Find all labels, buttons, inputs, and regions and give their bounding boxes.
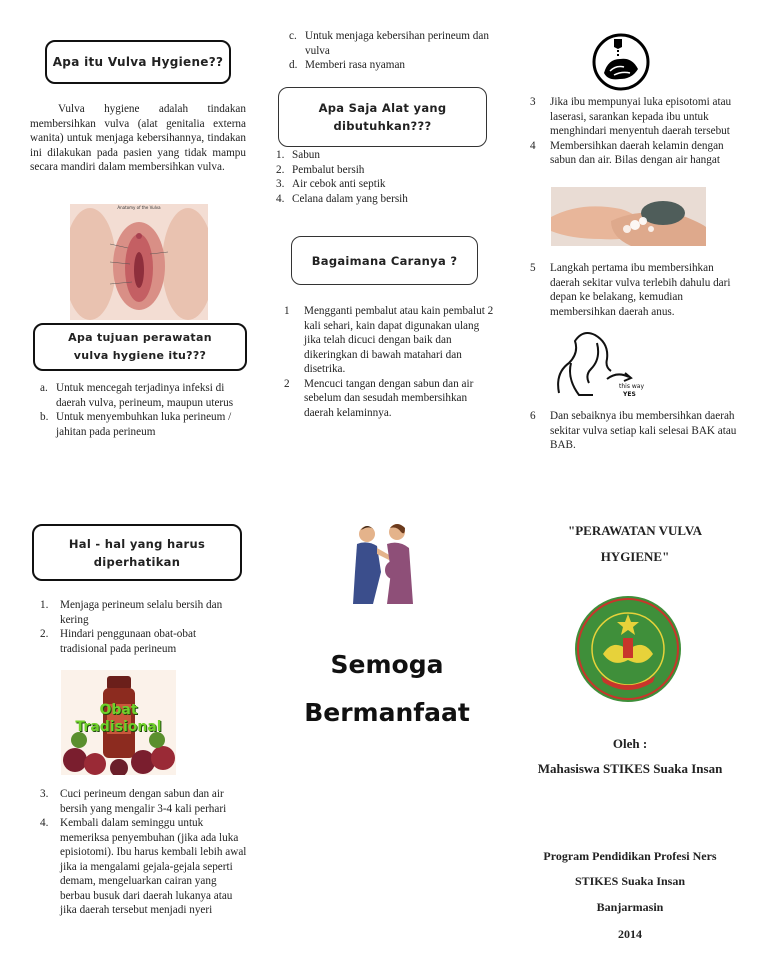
toilet-label-yes: YES [623, 391, 636, 398]
closing-line-1: Semoga [330, 650, 444, 679]
list-item: 1. Menjaga perineum selalu bersih dan kering [40, 599, 223, 626]
list-item: 2. Hindari penggunaan obat-obat tradisional pada perineum [40, 628, 197, 655]
attention-heading: Hal - hal yang harus diperhatikan [68, 536, 206, 569]
goals-list [40, 381, 246, 439]
year: 2014 [618, 927, 642, 941]
what-is-heading: Apa itu Vulva Hygiene?? [52, 55, 224, 69]
list-item: 1 Mengganti pembalut atau kain pembalut 2 kali sehari, kain dapat digunakan ulang jika telah dicuci dengan baik dan dikeringkan di bawah matahari dan disetrika. [284, 305, 494, 375]
goal-heading-box [33, 323, 247, 371]
list-item: c. Untuk menjaga kebersihan perineum dan vulva [289, 30, 489, 57]
tools-heading-box [278, 87, 487, 147]
list-item: 1. Sabun [276, 149, 320, 161]
tools-list [276, 148, 488, 206]
list-item: 5 Langkah pertama ibu membersihkan daerah sekitar vulva terlebih dahulu dari depan ke belakang, kemudian membersihkan daerah anus. [530, 262, 731, 318]
list-item: a. Untuk mencegah terjadinya infeksi di daerah vulva, perineum, maupun uterus [40, 382, 234, 409]
step-6 [530, 409, 740, 453]
city: Banjarmasin [596, 900, 664, 914]
by-label: Oleh : [612, 736, 648, 751]
goals-list-continued [289, 29, 501, 73]
mother-nurse-illustration [347, 520, 419, 606]
list-item: 4 Membersihkan daerah kelamin dengan sabun dan air. Bilas dengan air hangat [530, 139, 724, 166]
closing-line-2: Bermanfaat [304, 698, 470, 727]
attention-heading-box [32, 524, 242, 581]
hands-soap-image [551, 187, 706, 246]
handwashing-icon [592, 33, 650, 91]
list-item: 3. Cuci perineum dengan sabun dan air bersih yang mengalir 3-4 kali perhari [40, 788, 227, 815]
list-item: 3 Jika ibu mempunyai luka episotomi atau laserasi, sarankan kepada ibu untuk menghindari menyentuh daerah tersebut [530, 96, 732, 137]
wiping-direction-illustration [549, 323, 649, 401]
list-item: 2. Pembalut bersih [276, 163, 365, 176]
steps-list-b [530, 95, 740, 168]
tools-heading: Apa Saja Alat yang dibutuhkan??? [318, 101, 447, 133]
list-item: 2 Mencuci tangan dengan sabun dan air sebelum dan sesudah membersihkan daerah kelaminnya. [284, 377, 474, 419]
list-item: 6 Dan sebaiknya ibu membersihkan daerah sekitar vulva setiap kali selesai BAK atau BAB. [530, 410, 737, 451]
program: Program Pendidikan Profesi Ners [543, 849, 717, 863]
anatomy-caption: Anatomy of the Vulva [117, 205, 161, 210]
goal-heading: Apa tujuan perawatan vulva hygiene itu??? [68, 331, 212, 362]
institution: STIKES Suaka Insan [574, 874, 686, 888]
step-5 [530, 261, 740, 319]
what-is-heading-box [45, 40, 231, 84]
list-item: 4. Kembali dalam seminggu untuk memeriksa penyembuhan (jika ada luka episiotomi). Ibu harus kembali lebih awal jika ia mengalami gejala-gejala seperti demam, mengeluarkan cairan yang berbau busuk dari daerah lukanya atau jika daerah tersebut menjadi nyeri [40, 817, 247, 916]
intro-paragraph: Vulva hygiene adalah tindakan membersihkan vulva (alat genitalia externa wanita) untuk menjaga kebersihannya, tindakan ini dilakukan pada pasien yang tidak mampu secara mandiri dalam membersihkan vulva. [30, 103, 246, 173]
author: Mahasiswa STIKES Suaka Insan [537, 761, 723, 776]
how-heading-box [291, 236, 478, 285]
traditional-medicine-label: Obat Tradisional [75, 702, 162, 735]
toilet-label-this-way: this way [619, 383, 644, 390]
cover-title: "PERAWATAN VULVA HYGIENE" [568, 523, 702, 564]
attention-list-b [40, 787, 248, 918]
list-item: d. Memberi rasa nyaman [289, 59, 406, 71]
list-item: 3. Air cebok anti septik [276, 178, 386, 190]
list-item: b. Untuk menyembuhkan luka perineum / jahitan pada perineum [40, 411, 232, 438]
vulva-anatomy-image [70, 204, 208, 320]
traditional-medicine-image [61, 670, 176, 775]
how-heading: Bagaimana Caranya ? [311, 253, 458, 268]
steps-list-a [284, 304, 494, 420]
attention-list-a [40, 598, 240, 656]
list-item: 4. Celana dalam yang bersih [276, 192, 408, 205]
stikes-logo [573, 594, 683, 704]
